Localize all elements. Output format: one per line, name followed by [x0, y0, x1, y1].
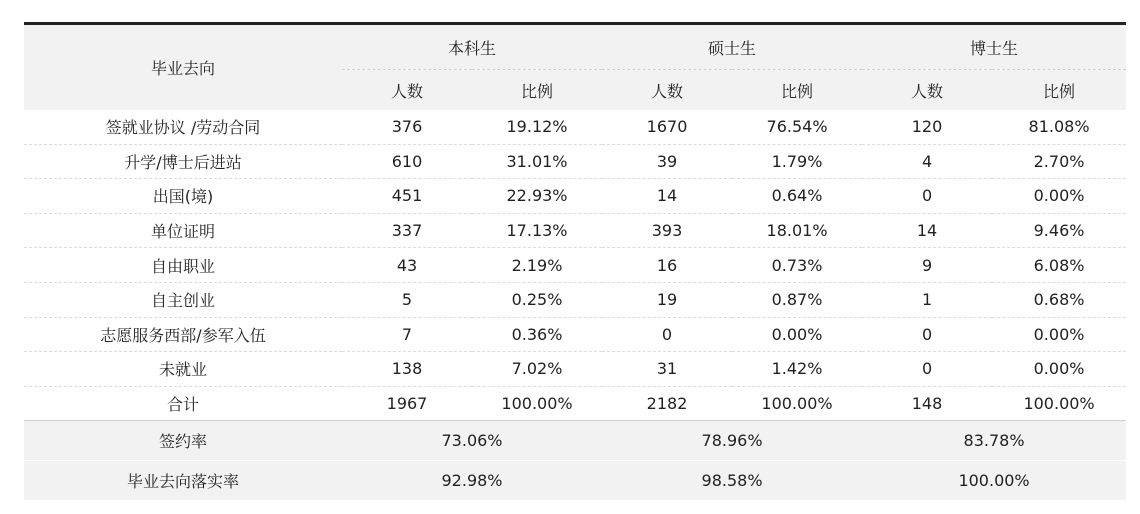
cell: 2.70% [992, 144, 1126, 179]
summary-value: 100.00% [862, 461, 1126, 501]
table-row [24, 179, 1126, 214]
employment-table [24, 25, 1126, 500]
cell: 81.08% [992, 110, 1126, 144]
cell: 16 [602, 248, 732, 283]
table-header [24, 25, 1126, 110]
cell: 0.87% [732, 282, 862, 317]
table-row [24, 248, 1126, 283]
row-label: 自主创业 [24, 282, 342, 317]
row-label: 未就业 [24, 352, 342, 387]
cell: 0.36% [472, 317, 602, 352]
table-row [24, 282, 1126, 317]
cell: 0.73% [732, 248, 862, 283]
table-row [24, 144, 1126, 179]
cell: 120 [862, 110, 992, 144]
cell: 393 [602, 213, 732, 248]
cell: 5 [342, 282, 472, 317]
total-row [24, 386, 1126, 421]
cell: 1670 [602, 110, 732, 144]
cell: 31.01% [472, 144, 602, 179]
row-label: 签就业协议 /劳动合同 [24, 110, 342, 144]
cell: 19 [602, 282, 732, 317]
group-header-master: 硕士生 [602, 25, 862, 70]
cell: 0 [862, 317, 992, 352]
cell: 18.01% [732, 213, 862, 248]
cell: 14 [862, 213, 992, 248]
cell: 9 [862, 248, 992, 283]
cell: 2.19% [472, 248, 602, 283]
summary-row-signing-rate [24, 421, 1126, 461]
cell: 100.00% [732, 386, 862, 421]
row-label: 自由职业 [24, 248, 342, 283]
row-label: 出国(境) [24, 179, 342, 214]
cell: 9.46% [992, 213, 1126, 248]
subheader-ratio: 比例 [472, 70, 602, 111]
subheader-ratio: 比例 [992, 70, 1126, 111]
cell: 2182 [602, 386, 732, 421]
cell: 6.08% [992, 248, 1126, 283]
subheader-ratio: 比例 [732, 70, 862, 111]
summary-label: 签约率 [24, 421, 342, 461]
cell: 138 [342, 352, 472, 387]
cell: 0.25% [472, 282, 602, 317]
cell: 148 [862, 386, 992, 421]
cell: 1.42% [732, 352, 862, 387]
cell: 76.54% [732, 110, 862, 144]
destination-header: 毕业去向 [24, 25, 342, 110]
summary-value: 98.58% [602, 461, 862, 501]
cell: 19.12% [472, 110, 602, 144]
summary-label: 毕业去向落实率 [24, 461, 342, 501]
cell: 0 [862, 352, 992, 387]
cell: 0.00% [992, 179, 1126, 214]
row-label: 单位证明 [24, 213, 342, 248]
cell: 4 [862, 144, 992, 179]
subheader-count: 人数 [602, 70, 732, 111]
cell: 0 [862, 179, 992, 214]
summary-value: 92.98% [342, 461, 602, 501]
table-row [24, 317, 1126, 352]
summary-value: 78.96% [602, 421, 862, 461]
cell: 100.00% [472, 386, 602, 421]
cell: 0 [602, 317, 732, 352]
summary-value: 83.78% [862, 421, 1126, 461]
summary-section [24, 421, 1126, 501]
cell: 610 [342, 144, 472, 179]
cell: 7 [342, 317, 472, 352]
cell: 451 [342, 179, 472, 214]
cell: 376 [342, 110, 472, 144]
cell: 14 [602, 179, 732, 214]
cell: 1 [862, 282, 992, 317]
cell: 31 [602, 352, 732, 387]
subheader-count: 人数 [862, 70, 992, 111]
cell: 43 [342, 248, 472, 283]
summary-row-placement-rate [24, 461, 1126, 501]
cell: 1967 [342, 386, 472, 421]
cell: 0.00% [732, 317, 862, 352]
row-label: 升学/博士后进站 [24, 144, 342, 179]
subheader-count: 人数 [342, 70, 472, 111]
cell: 39 [602, 144, 732, 179]
row-label: 合计 [24, 386, 342, 421]
cell: 7.02% [472, 352, 602, 387]
table-body [24, 110, 1126, 421]
cell: 0.00% [992, 352, 1126, 387]
employment-table-frame [24, 22, 1126, 496]
table-row [24, 110, 1126, 144]
cell: 22.93% [472, 179, 602, 214]
cell: 100.00% [992, 386, 1126, 421]
cell: 1.79% [732, 144, 862, 179]
table-row [24, 213, 1126, 248]
table-row [24, 352, 1126, 387]
group-header-undergraduate: 本科生 [342, 25, 602, 70]
group-header-doctoral: 博士生 [862, 25, 1126, 70]
cell: 337 [342, 213, 472, 248]
cell: 17.13% [472, 213, 602, 248]
cell: 0.68% [992, 282, 1126, 317]
cell: 0.64% [732, 179, 862, 214]
cell: 0.00% [992, 317, 1126, 352]
row-label: 志愿服务西部/参军入伍 [24, 317, 342, 352]
summary-value: 73.06% [342, 421, 602, 461]
